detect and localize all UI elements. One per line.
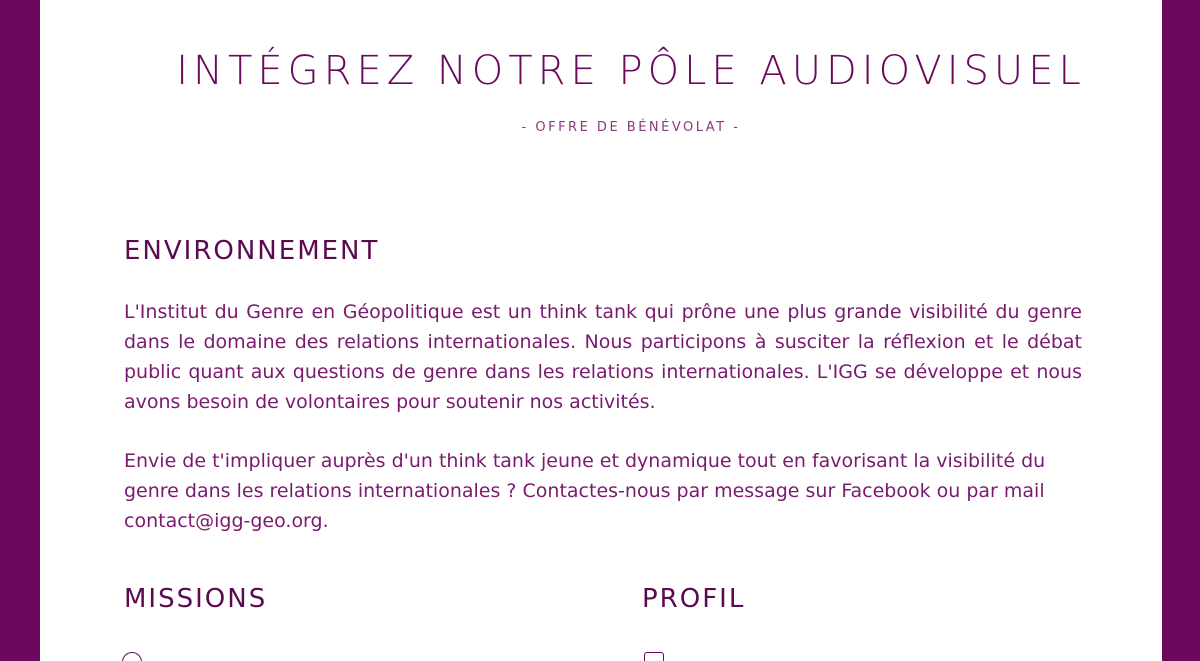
section-heading-profil: PROFIL — [642, 584, 746, 614]
profil-list-item — [644, 652, 664, 661]
section-heading-missions: MISSIONS — [124, 584, 268, 614]
paragraph-environnement-1: L'Institut du Genre en Géopolitique est un think tank qui prône une plus grande visibilité du genre dans le domaine des relations internationales. Nous participons à susciter la réflexion et le débat public quant aux questions de genre dans les relations internationales. L'IGG se développe et nous avons besoin de volontaires pour soutenir nos activités. — [124, 301, 1082, 413]
missions-list-item — [122, 652, 142, 661]
document-page — [40, 0, 1162, 661]
page-subtitle: - OFFRE DE BÉNÉVOLAT - — [521, 120, 741, 135]
circle-bullet-icon — [122, 652, 142, 661]
section-heading-environnement: ENVIRONNEMENT — [124, 236, 380, 266]
square-bullet-icon — [644, 652, 664, 661]
page-title: INTÉGREZ NOTRE PÔLE AUDIOVISUEL — [176, 48, 1086, 94]
paragraph-environnement-2: Envie de t'impliquer auprès d'un think tank jeune et dynamique tout en favorisant la visibilité du genre dans les relations internationales ? Contactes-nous par message sur Facebook ou par mail contact@igg-geo.org. — [124, 450, 1046, 532]
